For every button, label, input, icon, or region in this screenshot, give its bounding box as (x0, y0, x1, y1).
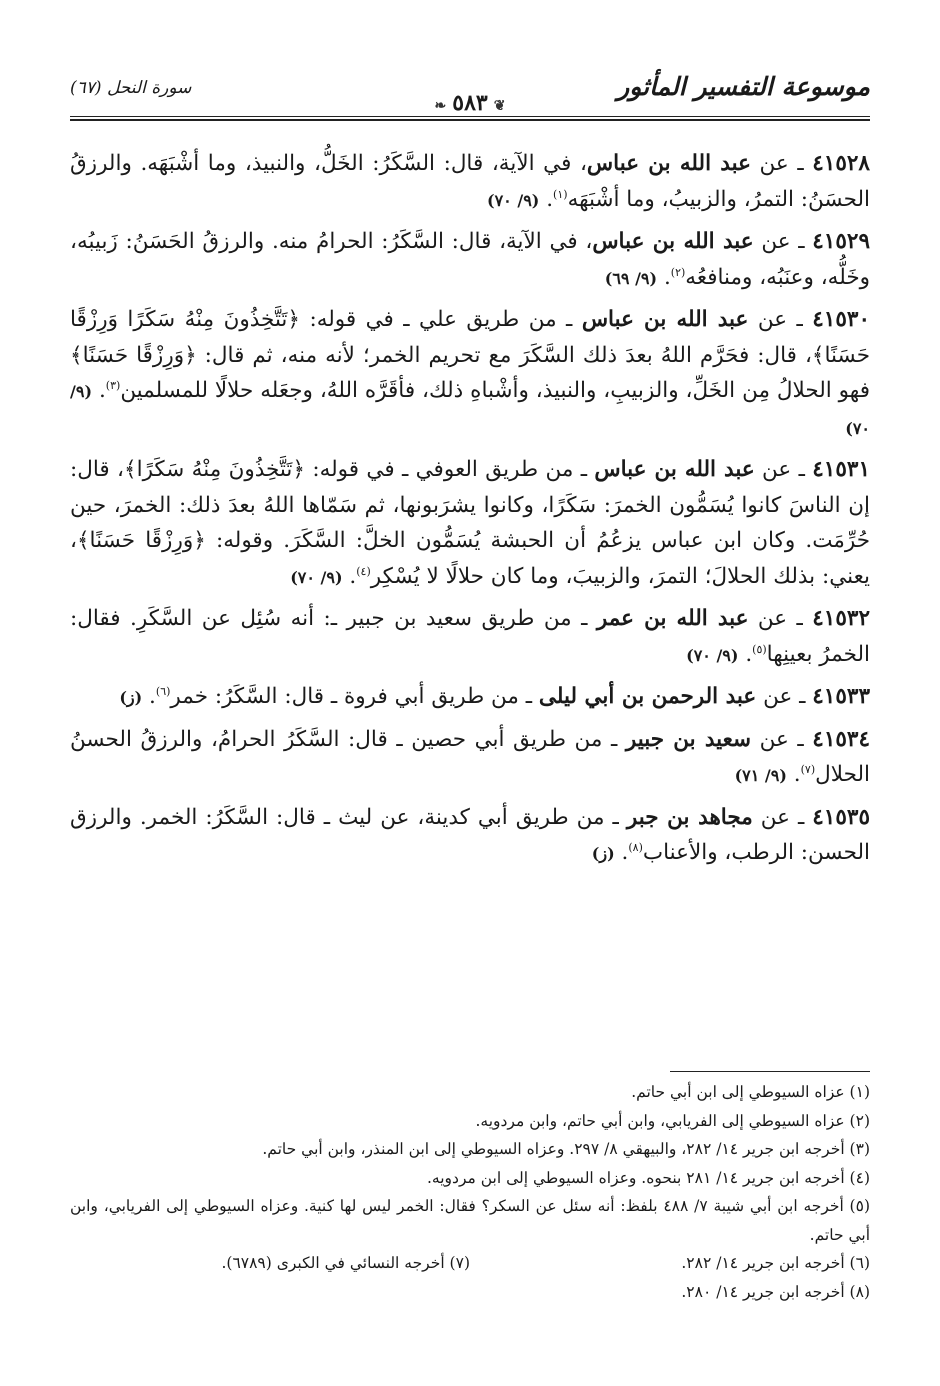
narrator-name: مجاهد بن جبر (626, 804, 753, 830)
footnotes (70, 1078, 870, 1306)
entry-number: ٤١٥٣١ (812, 457, 870, 482)
entry-number: ٤١٥٣٣ (812, 684, 870, 709)
entry-prefix: ـ عن (752, 804, 813, 830)
footnote-marker: (٤) (356, 564, 371, 578)
narrator-name: سعيد بن جبير (625, 726, 752, 752)
footnote-7: (٧) أخرجه النسائي في الكبرى (٦٧٨٩). (221, 1254, 470, 1272)
narrator-name: عبد الرحمن بن أبي ليلى (538, 684, 757, 709)
footnote-1: (١) عزاه السيوطي إلى ابن أبي حاتم. (631, 1083, 870, 1101)
entry-tail: . (546, 186, 554, 212)
entry-prefix: ـ عن (756, 684, 813, 709)
entry-tail: . (745, 641, 753, 667)
footnote-marker: (٥) (752, 642, 767, 656)
footnote-marker: (٣) (105, 378, 121, 392)
header-rule (70, 116, 870, 117)
entry-tail: . (621, 840, 629, 865)
book-title: موسوعة التفسير المأثور (617, 72, 870, 101)
footnote-row (70, 1249, 870, 1278)
entry-prefix: ـ عن (753, 229, 813, 254)
entry-tail: . (349, 563, 357, 589)
hadith-entry (70, 224, 870, 296)
volume-reference: (٩/ ٧٠) (290, 567, 343, 587)
hadith-entry (70, 800, 870, 872)
page-header (70, 70, 870, 126)
volume-reference: (٩/ ٧٠) (70, 382, 870, 438)
entry-prefix: ـ عن (748, 606, 813, 631)
footnote-divider (670, 1071, 870, 1072)
footnote-marker: (٦) (155, 684, 171, 698)
footnote-6: (٦) أخرجه ابن جرير ١٤/ ٢٨٢. (681, 1254, 870, 1272)
entry-number: ٤١٥٣٢ (812, 606, 870, 631)
hadith-entry (70, 452, 870, 595)
hadith-entry (70, 302, 870, 446)
hadith-entry (70, 146, 870, 218)
volume-reference: (٩/ ٦٩) (604, 268, 658, 288)
ornament-left-icon: ❧ (434, 98, 447, 114)
ornament-right-icon: ❦ (493, 98, 506, 114)
narrator-name: عبد الله بن عباس (594, 457, 755, 482)
narrator-name: عبد الله بن عباس (581, 307, 749, 332)
surah-label: سورة النحل (٦٧) (70, 78, 192, 98)
entry-text: ـ من طريق العوفي ـ في قوله: ﴿تَتَّخِذُونَ مِنْهُ سَكَرًا﴾، قال: إن الناسَ كانوا يُسَمُّون الخمرَ: سَكَرًا، وكانوا يشرَبونها، ثم سَمّاها اللهُ بعدَ ذلك: الخمرَ، حين حُرِّمَت. وكان ابن عباس يزعُمُ أن الحبشة يُسَمُّون الخلَّ: السَّكَرَ. وقوله: ﴿وَرِزْقًا حَسَنًا﴾، يعني: بذلك الحلالَ؛ التمرَ، والزبيبَ، وما كان حلالًا لا يُسْكِر (70, 457, 870, 589)
page-number: ٥٨٣ (452, 90, 488, 116)
entry-text: ـ من طريق أبي فروة ـ قال: السَّكَرُ: خمر (170, 684, 539, 709)
entry-text: ، في الآية، قال: السَّكَرُ: الحرامُ منه. والرزقُ الحَسَنُ: زَبيبُه، وخَلُّه، وعنَبُه، ومنافعُه (70, 229, 870, 290)
entry-text: ، في الآية، قال: السَّكَرُ: الخَلُّ، والنبيذ، وما أشْبَهَه. والرزقُ الحسَنُ: التمرُ، والزبيبُ، وما أشْبَهَه (70, 151, 870, 212)
hadith-entry (70, 679, 870, 716)
entry-number: ٤١٥٢٩ (812, 229, 870, 254)
entry-prefix: ـ عن (754, 457, 813, 482)
footnote-marker: (١) (553, 187, 568, 201)
narrator-name: عبد الله بن عمر (596, 606, 749, 631)
footnote-marker: (٨) (628, 840, 643, 854)
main-text (70, 146, 870, 878)
entry-number: ٤١٥٣٥ (812, 804, 870, 830)
entry-text: ـ من طريق أبي حصين ـ قال: السَّكَرُ الحرامُ، والرزقُ الحسنُ الحلال (70, 726, 870, 787)
entry-text: ـ من طريق علي ـ في قوله: ﴿تَتَّخِذُونَ مِنْهُ سَكَرًا وَرِزْقًا حَسَنًا﴾، قال: فحَرَّم اللهُ بعدَ ذلك السَّكَرَ مع تحريم الخمر؛ لأنه منه، ثم قال: ﴿وَرِزْقًا حَسَنًا﴾ فهو الحلالُ مِن الخَلِّ، والزبيبِ، والنبيذ، وأشْباهِ ذلك، فأقَرَّه اللهُ، وجعَله حلالًا للمسلمين (70, 307, 870, 403)
entry-prefix: ـ عن (750, 151, 813, 176)
footnote-3: (٣) أخرجه ابن جرير ١٤/ ٢٨٢، والبيهقي ٨/ ٢٩٧. وعزاه السيوطي إلى ابن المنذر، وابن أبي حاتم. (262, 1140, 870, 1158)
volume-reference: (٩/ ٧١) (734, 766, 787, 785)
narrator-name: عبد الله بن عباس (586, 151, 751, 176)
volume-reference: (ز) (119, 688, 143, 707)
footnote-marker: (٢) (670, 265, 686, 279)
entry-tail: . (149, 684, 156, 709)
footnote-5: (٥) أخرجه ابن أبي شيبة ٧/ ٤٨٨ بلفظ: أنه سئل عن السكر؟ فقال: الخمر ليس لها كنية. وعزاه السيوطي إلى الفريابي، وابن أبي حاتم. (70, 1197, 870, 1244)
entry-tail: . (663, 264, 671, 290)
entry-text: ـ من طريق أبي كدينة، عن ليث ـ قال: السَّكَرُ: الخمر. والرزق الحسن: الرطب، والأعناب (70, 804, 870, 865)
hadith-entry (70, 601, 870, 673)
volume-reference: (ز) (591, 844, 615, 863)
entry-prefix: ـ عن (751, 726, 813, 752)
entry-number: ٤١٥٣٤ (812, 726, 871, 752)
narrator-name: عبد الله بن عباس (592, 229, 754, 254)
entry-tail: . (793, 762, 801, 787)
entry-number: ٤١٥٣٠ (812, 307, 870, 332)
volume-reference: (٩/ ٧٠) (487, 190, 540, 210)
header-rule-thick (70, 119, 870, 121)
hadith-entry (70, 722, 870, 794)
footnote-2: (٢) عزاه السيوطي إلى الفريابي، وابن أبي حاتم، وابن مردويه. (475, 1111, 870, 1130)
footnote-8: (٨) أخرجه ابن جرير ١٤/ ٢٨٠. (681, 1282, 870, 1301)
footnote-marker: (٧) (800, 762, 816, 776)
entry-tail: . (98, 378, 106, 403)
volume-reference: (٩/ ٧٠) (686, 645, 739, 665)
entry-number: ٤١٥٢٨ (812, 151, 870, 176)
footnote-4: (٤) أخرجه ابن جرير ١٤/ ٢٨١ بنحوه. وعزاه السيوطي إلى ابن مردويه. (427, 1168, 870, 1187)
entry-prefix: ـ عن (748, 307, 813, 332)
entry-text: ـ من طريق سعيد بن جبير ـ: أنه سُئِل عن السَّكَرِ. فقال: الخمرُ بعينِها (70, 606, 870, 667)
